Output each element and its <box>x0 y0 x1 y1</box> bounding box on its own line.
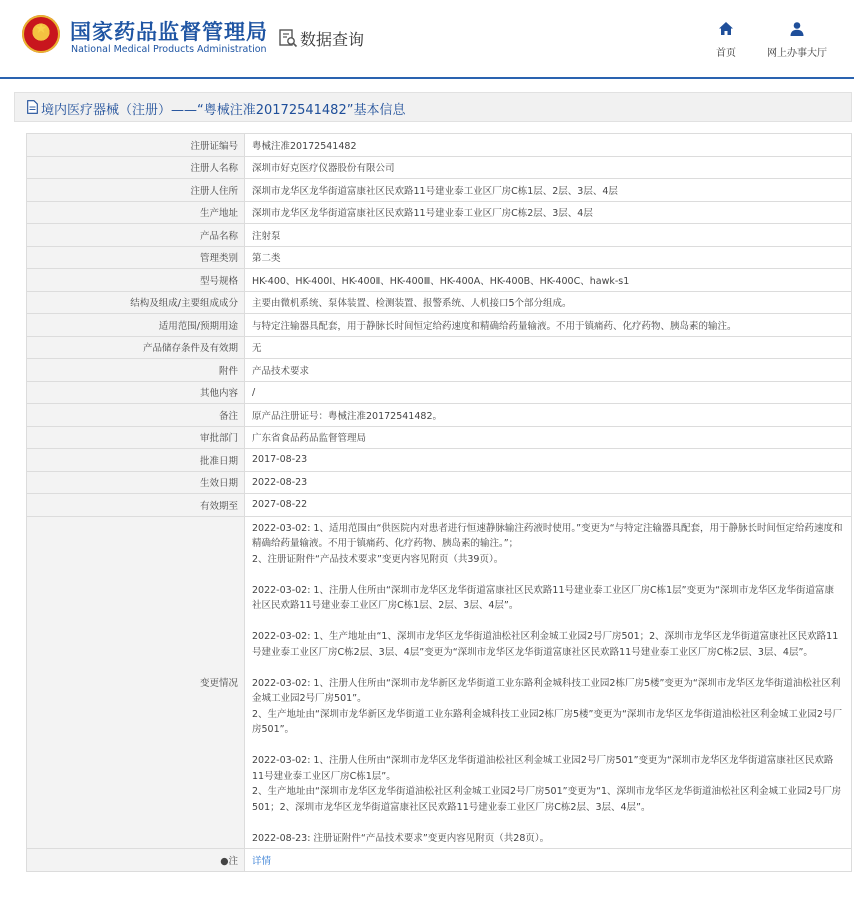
info-row <box>27 336 852 359</box>
info-row <box>27 359 852 382</box>
field-label: 其他内容 <box>27 381 245 404</box>
nav-online-service-hall[interactable] <box>765 20 829 59</box>
info-row <box>27 201 852 224</box>
field-value: 深圳市龙华区龙华街道富康社区民欢路11号建业泰工业区厂房C栋1层、2层、3层、4层 <box>245 179 852 202</box>
info-row <box>27 291 852 314</box>
data-query-label[interactable]: 数据查询 <box>300 30 365 49</box>
field-label: 管理类别 <box>27 246 245 269</box>
field-label: ●注 <box>27 849 245 872</box>
field-value: 2027-08-22 <box>245 494 852 517</box>
nav-home-label: 首页 <box>716 48 736 59</box>
nav-online-service-hall-label: 网上办事大厅 <box>767 48 827 59</box>
field-value: 第二类 <box>245 246 852 269</box>
site-subtitle: National Medical Products Administration <box>71 44 267 55</box>
details-link[interactable]: 详情 <box>252 855 272 867</box>
change-entry: 2022-03-02: 1、注册人住所由“深圳市龙华区龙华街道油松社区利金城工业园2号厂房501”变更为“深圳市龙华区龙华街道富康社区民欢路11号建业泰工业区厂房C栋1层”。 2、生产地址由“深圳市龙华区龙华街道油松社区利金城工业园2号厂房501”变更为“1、深圳市龙华区龙华街道油松社区利金城工业园2号厂房501；2、深圳市龙华区龙华街道富康社区民欢路11号建业泰工业区厂房C栋2层、3层、4层”。 <box>252 755 842 813</box>
data-query-icon <box>278 28 298 48</box>
site-title[interactable]: 国家药品监督管理局 <box>70 20 268 44</box>
change-entry: 2022-03-02: 1、注册人住所由“深圳市龙华新区龙华街道工业东路利金城科技工业园2栋厂房5楼”变更为“深圳市龙华区龙华街道油松社区利金城工业园2号厂房501”。 2、生产地址由“深圳市龙华新区龙华街道工业东路利金城科技工业园2栋厂房5楼”变更为“深圳市龙华区龙华街道油松社区利金城工业园2号厂房501”。 <box>252 677 842 735</box>
info-row <box>27 156 852 179</box>
field-label: 注册人住所 <box>27 179 245 202</box>
field-label: 型号规格 <box>27 269 245 292</box>
info-row <box>27 449 852 472</box>
user-icon <box>788 20 806 38</box>
field-label: 批准日期 <box>27 449 245 472</box>
field-label: 注册人名称 <box>27 156 245 179</box>
field-value: 粤械注准20172541482 <box>245 134 852 157</box>
field-value: 与特定注输器具配套，用于静脉长时间恒定给药速度和精确给药量输液。不用于镇痛药、化疗药物、胰岛素的输注。 <box>245 314 852 337</box>
home-icon <box>717 20 735 38</box>
info-row <box>27 314 852 337</box>
field-value: 产品技术要求 <box>245 359 852 382</box>
info-row <box>27 381 852 404</box>
info-row <box>27 179 852 202</box>
national-emblem-logo[interactable]: ★ <box>22 15 60 53</box>
change-entry: 2022-03-02: 1、适用范围由“供医院内对患者进行恒速静脉输注药液时使用。”变更为“与特定注输器具配套，用于静脉长时间恒定给药速度和精确给药量输液。不用于镇痛药、化疗药物、胰岛素的输注。”； 2、注册证附件“产品技术要求”变更内容见附页（共39页）。 <box>252 522 843 565</box>
info-row <box>27 224 852 247</box>
field-value: 原产品注册证号：粤械注准20172541482。 <box>245 404 852 427</box>
field-label: 审批部门 <box>27 426 245 449</box>
change-entry: 2022-03-02: 1、注册人住所由“深圳市龙华区龙华街道富康社区民欢路11号建业泰工业区厂房C栋1层”变更为“深圳市龙华区龙华街道富康社区民欢路11号建业泰工业区厂房C栋1层、2层、3层、4层”。 <box>252 584 835 611</box>
field-value: 无 <box>245 336 852 359</box>
field-label: 生效日期 <box>27 471 245 494</box>
registration-info-table <box>26 133 852 872</box>
field-label: 适用范围/预期用途 <box>27 314 245 337</box>
page-title: 境内医疗器械（注册）——“粤械注准20172541482”基本信息 <box>41 103 406 118</box>
info-row <box>27 404 852 427</box>
field-label: 产品名称 <box>27 224 245 247</box>
field-value: HK-400、HK-400Ⅰ、HK-400Ⅱ、HK-400Ⅲ、HK-400A、HK-400B、HK-400C、hawk-s1 <box>245 269 852 292</box>
info-row <box>27 426 852 449</box>
field-value: 深圳市龙华区龙华街道富康社区民欢路11号建业泰工业区厂房C栋2层、3层、4层 <box>245 201 852 224</box>
field-value: / <box>245 381 852 404</box>
field-label: 生产地址 <box>27 201 245 224</box>
field-label: 备注 <box>27 404 245 427</box>
field-label: 结构及组成/主要组成成分 <box>27 291 245 314</box>
field-label: 产品储存条件及有效期 <box>27 336 245 359</box>
info-row <box>27 494 852 517</box>
changes-row <box>27 516 852 849</box>
notes-row <box>27 849 852 872</box>
field-value: 主要由微机系统、泵体装置、检测装置、报警系统、人机接口5个部分组成。 <box>245 291 852 314</box>
field-value: 注射泵 <box>245 224 852 247</box>
field-label: 附件 <box>27 359 245 382</box>
field-value: 2022-08-23 <box>245 471 852 494</box>
field-value: 2017-08-23 <box>245 449 852 472</box>
info-row <box>27 246 852 269</box>
field-value: 深圳市好克医疗仪器股份有限公司 <box>245 156 852 179</box>
record-title-bar <box>14 92 852 122</box>
change-entry: 2022-03-02: 1、生产地址由“1、深圳市龙华区龙华街道油松社区利金城工业园2号厂房501；2、深圳市龙华区龙华街道富康社区民欢路11号建业泰工业区厂房C栋2层、3层、4层”变更为“深圳市龙华区龙华街道富康社区民欢路11号建业泰工业区厂房C栋2层、3层、4层”。 <box>252 631 839 658</box>
info-row <box>27 471 852 494</box>
change-entry: 2022-08-23: 注册证附件“产品技术要求”变更内容见附页（共28页）。 <box>252 832 550 844</box>
info-row <box>27 134 852 157</box>
changes-content <box>245 516 852 849</box>
info-row <box>27 269 852 292</box>
site-header <box>0 0 854 79</box>
field-label: 变更情况 <box>27 516 245 849</box>
field-label: 注册证编号 <box>27 134 245 157</box>
nav-home[interactable] <box>713 20 739 59</box>
field-label: 有效期至 <box>27 494 245 517</box>
document-icon <box>27 100 38 114</box>
field-value: 广东省食品药品监督管理局 <box>245 426 852 449</box>
field-value <box>245 849 852 872</box>
